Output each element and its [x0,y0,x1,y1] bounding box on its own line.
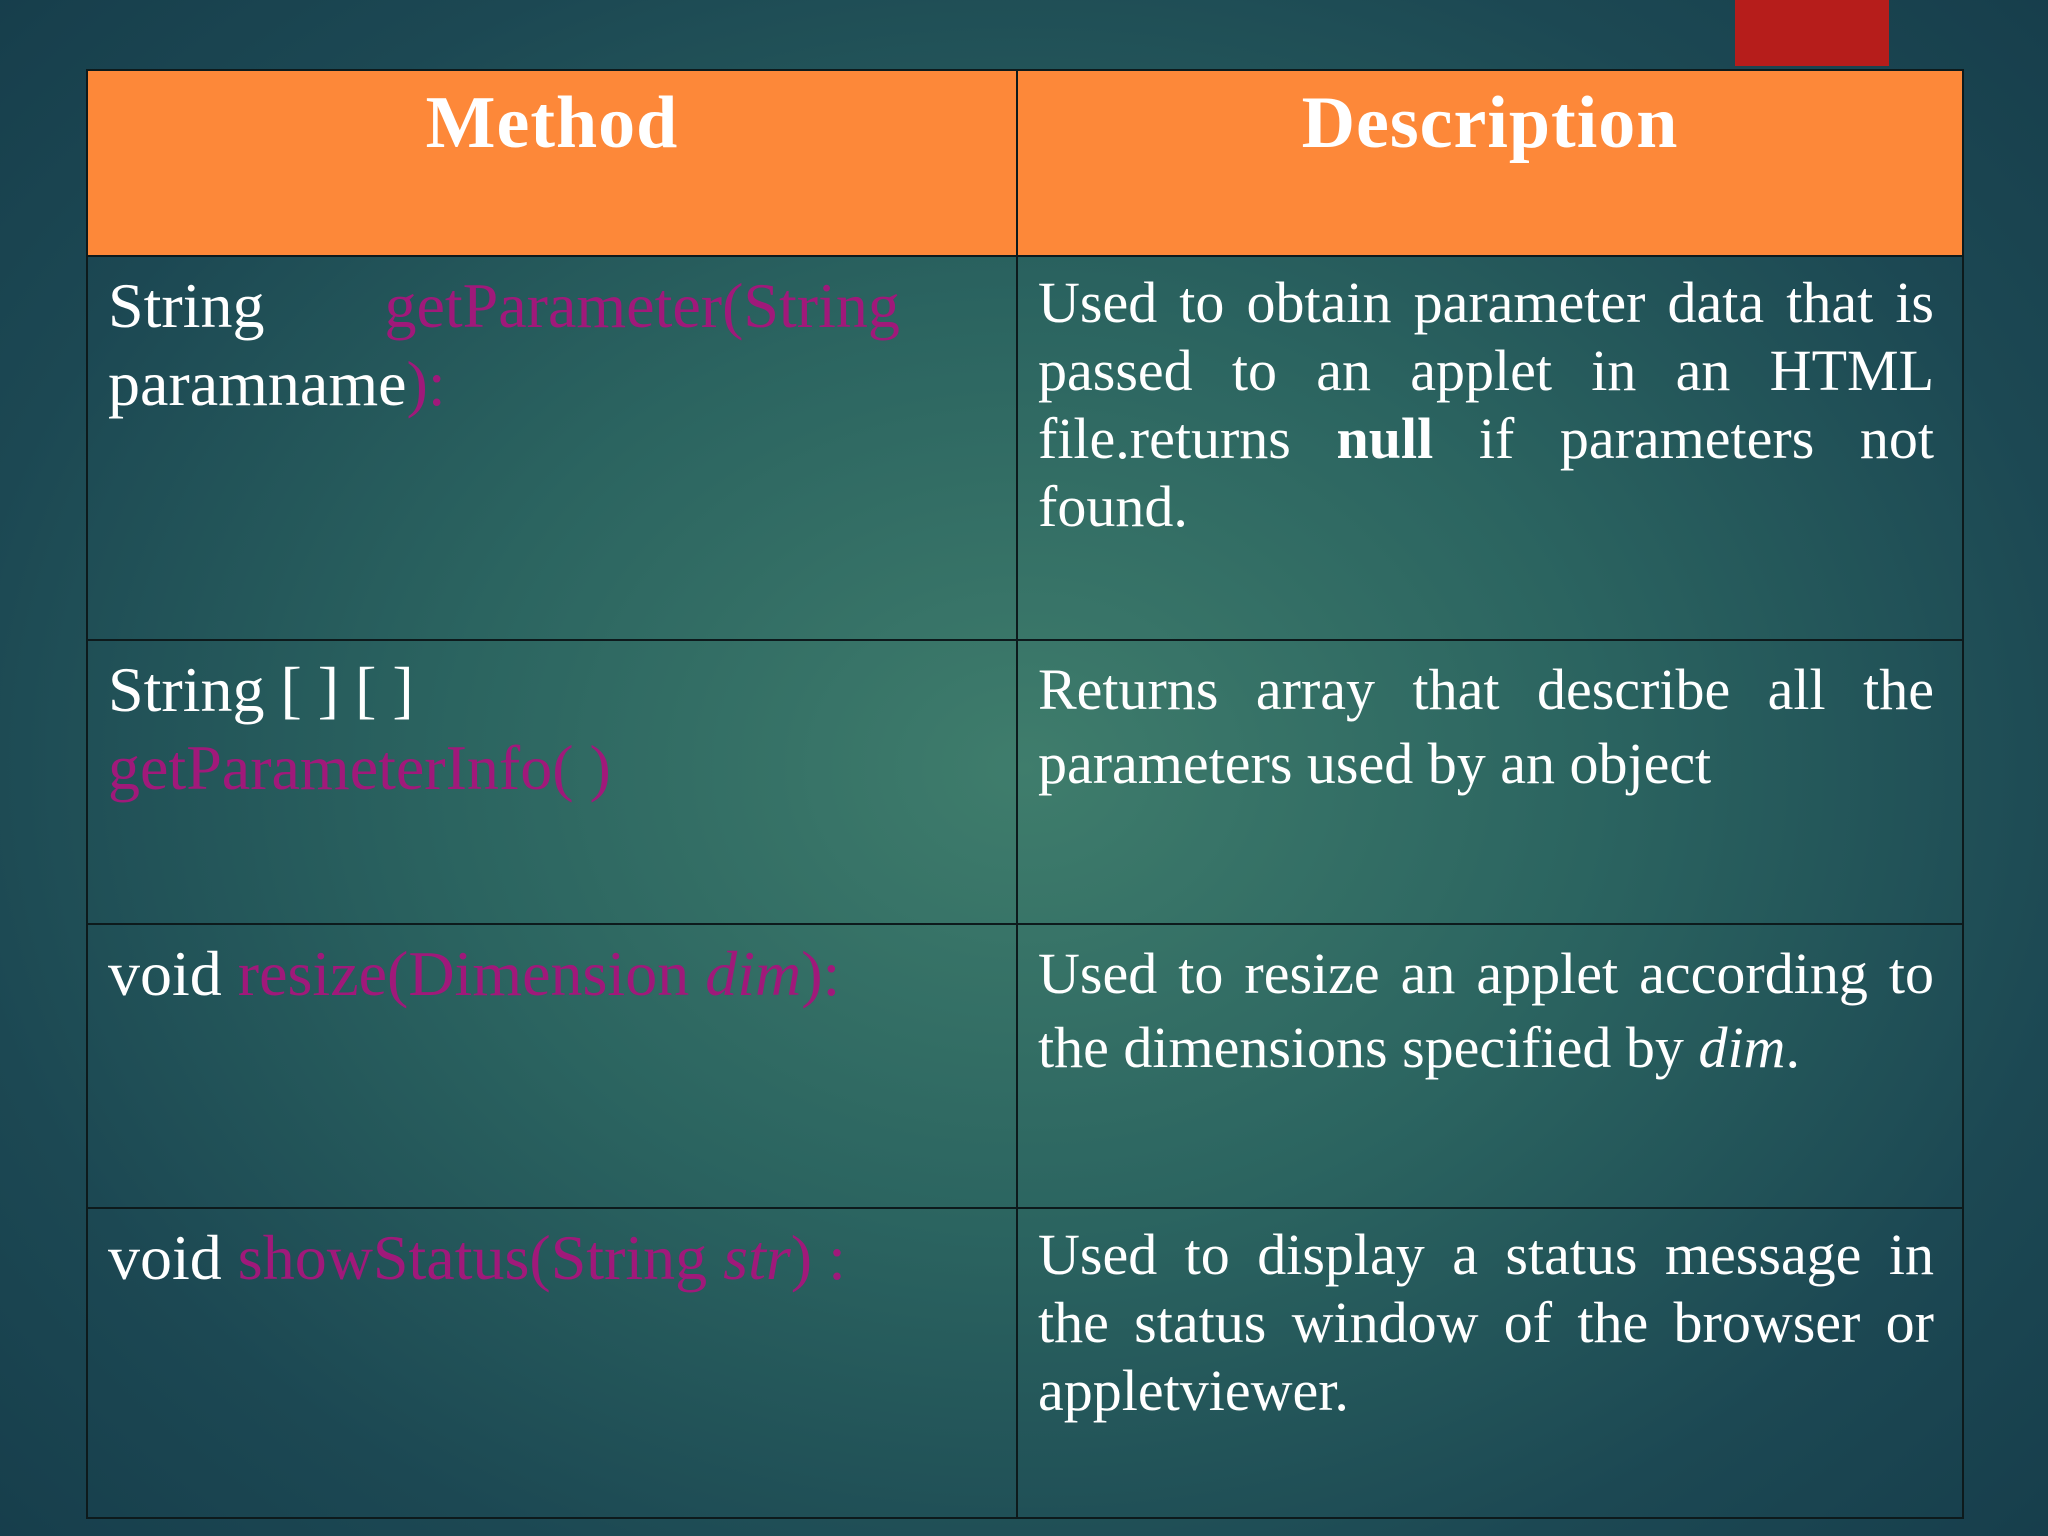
table-row [87,256,1963,640]
description-keyword: null [1336,406,1434,471]
method-signature-end: ): [406,348,446,419]
method-cell [87,256,1017,640]
description-text: Used to resize an applet according to the dimensions specified by [1038,941,1934,1080]
description-cell [1017,640,1963,924]
method-signature-end: ) : [790,1222,846,1293]
description-cell [1017,1208,1963,1518]
method-parameter: dim [705,938,802,1009]
method-parameter: paramname [108,348,407,419]
method-return-type: String [108,270,265,341]
method-signature: showStatus(String [237,1222,724,1293]
description-cell [1017,256,1963,640]
table-row [87,640,1963,924]
method-cell [87,1208,1017,1518]
header-method: Method [87,70,1017,256]
description-text-end: if parameters not found. [1038,406,1935,539]
table-row [87,1208,1963,1518]
method-parameter: str [723,1222,791,1293]
description-param: dim [1698,1015,1786,1080]
description-cell [1017,924,1963,1208]
method-return-type: String [ ] [ ] [108,654,414,725]
method-cell [87,640,1017,924]
description-text: Used to display a status message in the status window of the browser or appletviewer. [1038,1222,1934,1423]
description-text-end: . [1785,1015,1800,1080]
header-description: Description [1017,70,1963,256]
method-signature: getParameterInfo( ) [108,732,611,803]
method-return-type: void [108,938,222,1009]
accent-bar [1735,0,1889,66]
description-text: Returns array that describe all the parameters used by an object [1038,657,1934,796]
method-return-type: void [108,1222,222,1293]
header-row [87,70,1963,256]
method-signature-end: ): [801,938,841,1009]
method-signature: getParameter(String [384,270,900,341]
table-row [87,924,1963,1208]
methods-table [86,69,1964,1519]
method-cell [87,924,1017,1208]
description-text: Used to obtain parameter data that is passed to an applet in an HTML file.returns [1038,270,1934,471]
method-signature: resize(Dimension [237,938,706,1009]
